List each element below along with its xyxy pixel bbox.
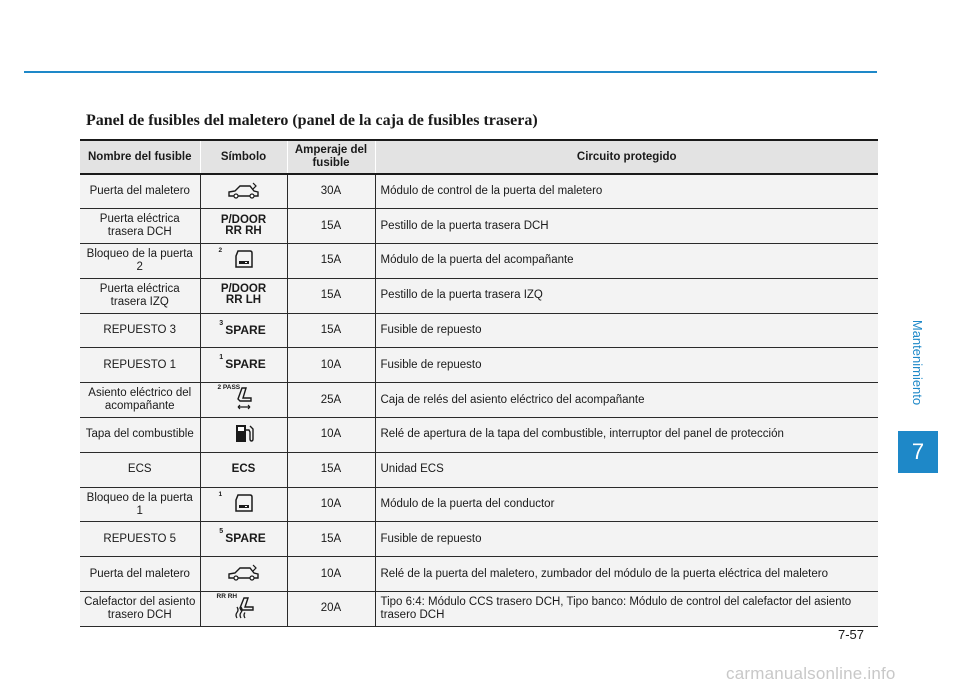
fuse-amperage: 10A xyxy=(287,418,375,453)
fuse-symbol xyxy=(200,209,287,244)
symbol-tag: 2 xyxy=(218,246,223,254)
fuse-symbol xyxy=(200,452,287,487)
fuse-amperage: 15A xyxy=(287,278,375,313)
fuse-name: REPUESTO 1 xyxy=(80,348,200,383)
top-rule xyxy=(24,71,877,73)
protected-circuit: Módulo de la puerta del conductor xyxy=(375,487,878,522)
fuse-amperage: 10A xyxy=(287,487,375,522)
protected-circuit: Pestillo de la puerta trasera IZQ xyxy=(375,278,878,313)
table-row xyxy=(80,592,878,627)
symbol-tag: RR RH xyxy=(216,592,238,600)
fuse-name: Asiento eléctrico del acompañante xyxy=(80,383,200,418)
table-row xyxy=(80,313,878,348)
fuse-name: Bloqueo de la puerta 2 xyxy=(80,244,200,279)
door-lock-icon xyxy=(218,490,255,514)
spare-text: SPARE xyxy=(225,531,266,546)
fuse-symbol xyxy=(200,592,287,627)
fuse-symbol xyxy=(200,418,287,453)
protected-circuit: Relé de la puerta del maletero, zumbador del módulo de la puerta eléctrica del maletero xyxy=(375,557,878,592)
trunk-icon xyxy=(226,562,262,582)
protected-circuit: Fusible de repuesto xyxy=(375,348,878,383)
spare-text: SPARE xyxy=(225,322,266,337)
power-seat-icon xyxy=(217,384,256,411)
side-section-label-text: Mantenimiento xyxy=(910,319,926,405)
fuse-symbol xyxy=(200,557,287,592)
fuse-name: Bloqueo de la puerta 1 xyxy=(80,487,200,522)
protected-circuit: Fusible de repuesto xyxy=(375,313,878,348)
symbol-tag: 2 PASS xyxy=(217,384,241,392)
table-row xyxy=(80,174,878,209)
fuse-symbol xyxy=(200,348,287,383)
fuse-name: REPUESTO 5 xyxy=(80,522,200,557)
fuse-name: ECS xyxy=(80,452,200,487)
spare-label xyxy=(219,354,266,372)
fuse-name: Puerta del maletero xyxy=(80,174,200,209)
fuse-amperage: 15A xyxy=(287,209,375,244)
page-number: 7-57 xyxy=(838,627,865,642)
symbol-label-line2: RR LH xyxy=(225,294,262,307)
table-row xyxy=(80,348,878,383)
fuse-name: REPUESTO 3 xyxy=(80,313,200,348)
fuse-amperage: 15A xyxy=(287,452,375,487)
chapter-badge: 7 xyxy=(898,431,938,473)
symbol-tag: 1 xyxy=(218,490,223,498)
table-row xyxy=(80,209,878,244)
protected-circuit: Tipo 6:4: Módulo CCS trasero DCH, Tipo banco: Módulo de control del calefactor del asiento trasero DCH xyxy=(375,592,878,627)
header-amperage: Amperaje del fusible xyxy=(287,140,375,174)
table-row xyxy=(80,383,878,418)
symbol-label xyxy=(221,284,266,306)
fuse-amperage: 15A xyxy=(287,244,375,279)
protected-circuit: Caja de relés del asiento eléctrico del acompañante xyxy=(375,383,878,418)
fuse-amperage: 10A xyxy=(287,348,375,383)
fuse-symbol xyxy=(200,383,287,418)
fuse-symbol xyxy=(200,313,287,348)
table-row xyxy=(80,244,878,279)
fuse-amperage: 10A xyxy=(287,557,375,592)
fuse-symbol xyxy=(200,278,287,313)
fuse-symbol xyxy=(200,522,287,557)
symbol-label-line1: ECS xyxy=(231,463,256,476)
symbol-label-line2: RR RH xyxy=(225,224,262,237)
spare-number: 1 xyxy=(219,354,224,362)
fuse-table xyxy=(80,139,878,627)
spare-text: SPARE xyxy=(225,357,266,372)
fuse-amperage: 30A xyxy=(287,174,375,209)
fuse-name: Puerta eléctrica trasera DCH xyxy=(80,209,200,244)
symbol-label-line1: P/DOOR xyxy=(220,283,267,296)
section-title: Panel de fusibles del maletero (panel de la caja de fusibles trasera) xyxy=(86,112,538,129)
protected-circuit: Relé de apertura de la tapa del combustible, interruptor del panel de protección xyxy=(375,418,878,453)
fuse-name: Tapa del combustible xyxy=(80,418,200,453)
spare-number: 5 xyxy=(219,528,224,536)
fuse-amperage: 25A xyxy=(287,383,375,418)
protected-circuit: Unidad ECS xyxy=(375,452,878,487)
fuse-amperage: 15A xyxy=(287,313,375,348)
spare-label xyxy=(219,319,266,337)
fuel-pump-icon xyxy=(233,421,255,445)
table-row xyxy=(80,418,878,453)
trunk-icon xyxy=(226,180,262,200)
spare-number: 3 xyxy=(219,319,224,327)
fuse-name: Calefactor del asiento trasero DCH xyxy=(80,592,200,627)
table-row xyxy=(80,278,878,313)
fuse-symbol xyxy=(200,487,287,522)
protected-circuit: Pestillo de la puerta trasera DCH xyxy=(375,209,878,244)
fuse-symbol xyxy=(200,244,287,279)
protected-circuit: Módulo de la puerta del acompañante xyxy=(375,244,878,279)
watermark: carmanualsonline.info xyxy=(726,664,896,683)
table-row xyxy=(80,522,878,557)
protected-circuit: Fusible de repuesto xyxy=(375,522,878,557)
seat-heater-icon xyxy=(216,592,257,620)
door-lock-icon xyxy=(218,246,255,270)
table-row xyxy=(80,487,878,522)
table-row xyxy=(80,557,878,592)
table-row xyxy=(80,452,878,487)
header-circuit: Circuito protegido xyxy=(375,140,878,174)
fuse-name: Puerta eléctrica trasera IZQ xyxy=(80,278,200,313)
symbol-label xyxy=(232,464,256,475)
spare-label xyxy=(219,528,266,546)
symbol-label-line1: P/DOOR xyxy=(220,213,267,226)
fuse-name: Puerta del maletero xyxy=(80,557,200,592)
side-section-label xyxy=(896,297,940,427)
table-header-row xyxy=(80,140,878,174)
header-fuse-name: Nombre del fusible xyxy=(80,140,200,174)
fuse-table-body xyxy=(80,174,878,626)
protected-circuit: Módulo de control de la puerta del maletero xyxy=(375,174,878,209)
fuse-amperage: 15A xyxy=(287,522,375,557)
symbol-label xyxy=(221,215,266,237)
header-symbol: Símbolo xyxy=(200,140,287,174)
fuse-amperage: 20A xyxy=(287,592,375,627)
fuse-symbol xyxy=(200,174,287,209)
